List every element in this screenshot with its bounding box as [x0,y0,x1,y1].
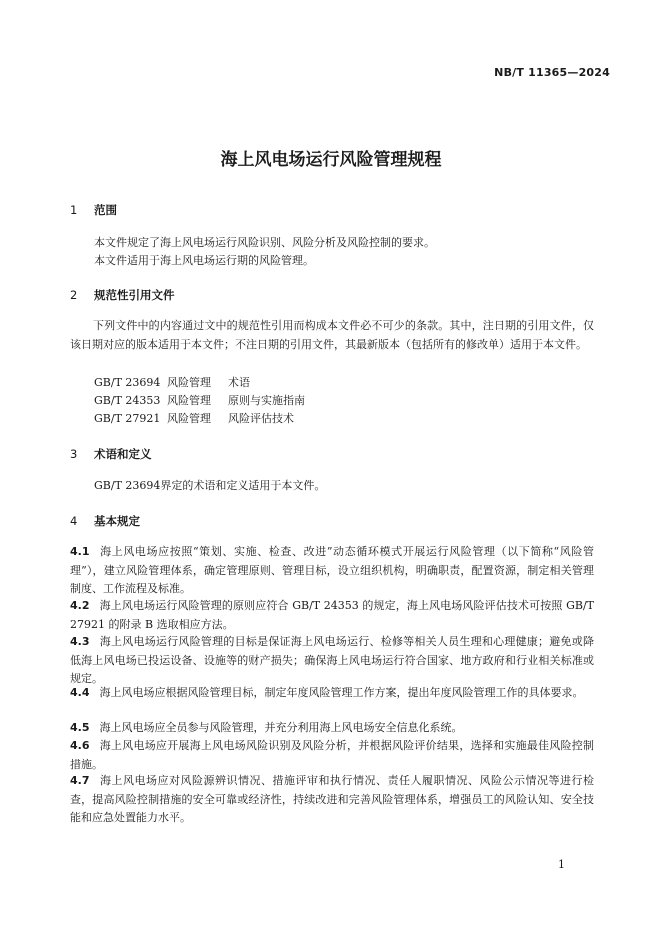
section-2-heading [70,287,175,303]
section-title: 范围 [94,203,117,217]
ref-part-a: 风险管理 [167,376,211,389]
clause-number: 4.2 [70,599,90,612]
clause [70,597,594,634]
clause-text: 海上风电场应开展海上风电场风险识别及风险分析，并根据风险评价结果，选择和实施最佳风险控制措施。 [70,739,594,771]
ref-part-b: 风险评估技术 [228,412,294,425]
scope-line: 本文件规定了海上风电场运行风险识别、风险分析及风险控制的要求。 [94,236,435,249]
section-1-heading [70,202,117,218]
page-number: 1 [558,858,565,871]
clause [70,772,594,828]
ref-part-a: 风险管理 [167,412,211,425]
ref-part-b: 原则与实施指南 [228,394,305,407]
clause-number: 4.3 [70,635,90,648]
clause-text: 海上风电场运行风险管理的原则应符合 GB/T 24353 的规定，海上风电场风险评估技术可按照 GB/T 27921 的附录 B 选取相应方法。 [70,599,594,631]
section-3-heading [70,446,152,462]
clause-number: 4.5 [70,721,90,734]
section-number: 2 [70,288,78,302]
scope-line: 本文件适用于海上风电场运行期的风险管理。 [94,254,314,267]
clause-text: 海上风电场应全员参与风险管理，并充分利用海上风电场安全信息化系统。 [99,721,463,734]
clause [70,684,594,703]
clause-text: 海上风电场应对风险源辨识情况、措施评审和执行情况、责任人履职情况、风险公示情况等进行检查，提高风险控制措施的安全可靠或经济性，持续改进和完善风险管理体系，增强员工的风险认知、安全技能和应急处置能力水平。 [70,774,594,824]
clause-number: 4.7 [70,774,90,787]
reference-row [94,410,294,426]
clause-text: 海上风电场应按照“策划、实施、检查、改进”动态循环模式开展运行风险管理（以下简称“风险管理”），建立风险管理体系，确定管理原则、管理目标，设立组织机构，明确职责，配置资源，制定相关管理制度、工作流程及标准。 [70,545,594,595]
clause [70,719,594,738]
ref-part-b: 术语 [228,376,250,389]
terms-text: GB/T 23694界定的术语和定义适用于本文件。 [94,479,326,492]
clause-number: 4.6 [70,739,90,752]
section-number: 4 [70,514,78,528]
section-title: 术语和定义 [94,447,152,461]
ref-code: GB/T 27921 [94,412,161,425]
section-title: 基本规定 [94,514,140,528]
document-title: 海上风电场运行风险管理规程 [220,150,442,170]
section-number: 3 [70,447,78,461]
reference-row [94,392,305,408]
standard-number: NB/T 11365—2024 [494,66,610,79]
clause [70,543,594,599]
clause-number: 4.4 [70,686,90,699]
ref-code: GB/T 23694 [94,376,161,389]
ref-part-a: 风险管理 [167,394,211,407]
section-title: 规范性引用文件 [94,288,175,302]
clause-text: 海上风电场应根据风险管理目标，制定年度风险管理工作方案，提出年度风险管理工作的具体要求。 [99,686,584,699]
clause [70,737,594,774]
ref-code: GB/T 24353 [94,394,161,407]
normative-intro: 下列文件中的内容通过文中的规范性引用而构成本文件必不可少的条款。其中，注日期的引用文件，仅该日期对应的版本适用于本文件；不注日期的引用文件，其最新版本（包括所有的修改单）适用于本文件。 [70,319,594,351]
reference-row [94,374,250,390]
section-number: 1 [70,203,78,217]
clause-number: 4.1 [70,545,90,558]
clause [70,633,594,689]
clause-text: 海上风电场运行风险管理的目标是保证海上风电场运行、检修等相关人员生理和心理健康；避免或降低海上风电场已投运设备、设施等的财产损失；确保海上风电场运行符合国家、地方政府和行业相关标准或规定。 [70,635,594,685]
section-4-heading [70,513,140,529]
